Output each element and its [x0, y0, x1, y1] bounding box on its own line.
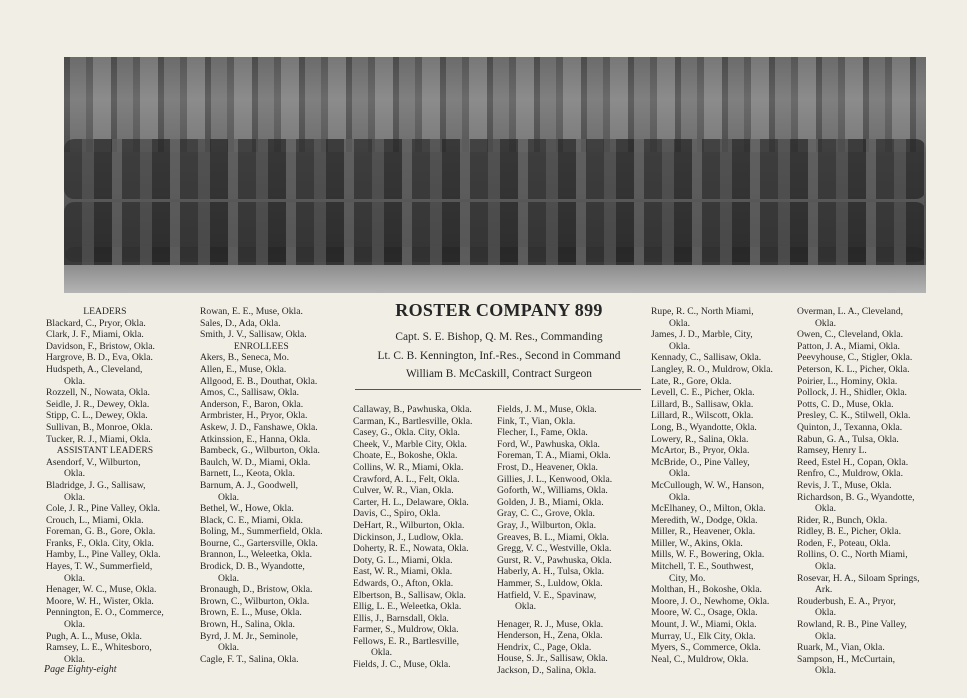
column-enrollees-c: [497, 404, 612, 677]
roster-entry: Stipp, C. L., Dewey, Okla.: [46, 410, 148, 422]
roster-entry: Haberly, A. H., Tulsa, Okla.: [497, 566, 605, 578]
column-enrollees-a: [200, 306, 323, 665]
roster-entry: City, Mo.: [669, 572, 706, 584]
roster-entry: Cole, J. R., Pine Valley, Okla.: [46, 503, 161, 515]
roster-entry: Miller, W., Akins, Okla.: [651, 537, 743, 549]
roster-entry: James, J. D., Marble, City,: [651, 329, 753, 341]
roster-entry: Pollock, J. H., Shidler, Okla.: [797, 387, 907, 399]
roster-entry: Foreman, T. A., Miami, Okla.: [497, 450, 611, 462]
roster-entry: Davis, C., Spiro, Okla.: [353, 508, 441, 520]
roster-entry: Henderson, H., Zena, Okla.: [497, 630, 603, 642]
roster-entry: Casey, G., Okla. City, Okla.: [353, 427, 460, 439]
roster-entry: Okla.: [64, 619, 86, 631]
roster-entry: Baulch, W. D., Miami, Okla.: [200, 456, 311, 468]
roster-entry: Myers, S., Commerce, Okla.: [651, 642, 761, 654]
roster-entry: Okla.: [371, 647, 393, 659]
roster-entry: Mills, W. F., Bowering, Okla.: [651, 549, 765, 561]
roster-entry: Revis, J. T., Muse, Okla.: [797, 479, 892, 491]
roster-entry: Rowland, R. B., Pine Valley,: [797, 619, 907, 631]
roster-entry: Akers, B., Seneca, Mo.: [200, 352, 289, 364]
roster-entry: House, S. Jr., Sallisaw, Okla.: [497, 653, 608, 665]
roster-entry: Okla.: [218, 491, 240, 503]
roster-entry: Bethel, W., Howe, Okla.: [200, 503, 294, 515]
surgeon-line: William B. McCaskill, Contract Surgeon: [406, 368, 592, 381]
enrollees-heading: ENROLLEES: [233, 340, 289, 352]
roster-entry: Brodick, D. B., Wyandotte,: [200, 561, 305, 573]
roster-entry: Lillard, B., Sallisaw, Okla.: [651, 398, 754, 410]
roster-entry: Barnum, A. J., Goodwell,: [200, 479, 299, 491]
roster-entry: Crouch, L., Miami, Okla.: [46, 514, 144, 526]
roster-entry: Sales, D., Ada, Okla.: [200, 317, 281, 329]
roster-entry: Okla.: [815, 503, 837, 515]
roster-entry: Carman, K., Bartlesville, Okla.: [353, 415, 473, 427]
roster-entry: Cheek, V., Marble City, Okla.: [353, 438, 467, 450]
roster-entry: Davidson, F., Bristow, Okla.: [46, 340, 155, 352]
roster-entry: Peevyhouse, C., Stigler, Okla.: [797, 352, 913, 364]
roster-entry: Lillard, R., Wilscott, Okla.: [651, 410, 754, 422]
roster-entry: Rider, R., Bunch, Okla.: [797, 514, 888, 526]
roster-entry: Hamby, L., Pine Valley, Okla.: [46, 549, 161, 561]
photo-trees: [64, 57, 926, 152]
roster-entry: Okla.: [669, 491, 691, 503]
roster-entry: Meredith, W., Dodge, Okla.: [651, 514, 758, 526]
roster-entry: Presley, C. K., Stilwell, Okla.: [797, 410, 911, 422]
roster-entry: Ellis, J., Barnsdall, Okla.: [353, 612, 449, 624]
roster-entry: Smith, J. V., Sallisaw, Okla.: [200, 329, 307, 341]
page-number: Page Eighty-eight: [44, 664, 117, 675]
roster-entry: Fields, J. C., Muse, Okla.: [353, 659, 451, 671]
roster-entry: Anderson, F., Baron, Okla.: [200, 398, 304, 410]
roster-entry: Tucker, R. J., Miami, Okla.: [46, 433, 151, 445]
roster-entry: Farmer, S., Muldrow, Okla.: [353, 624, 459, 636]
roster-entry: Okla.: [218, 572, 240, 584]
column-enrollees-d: [651, 306, 773, 665]
roster-entry: Renfro, C., Muldrow, Okla.: [797, 468, 903, 480]
group-photo: [64, 57, 926, 293]
command-staff: [355, 328, 643, 384]
assistant-leaders-heading: ASSISTANT LEADERS: [56, 445, 154, 457]
commanding-line: Capt. S. E. Bishop, Q. M. Res., Commanding: [395, 331, 603, 343]
roster-entry: Lowery, R., Salina, Okla.: [651, 433, 749, 445]
roster-entry: Kennady, C., Sallisaw, Okla.: [651, 352, 762, 364]
roster-entry: Dickinson, J., Ludlow, Okla.: [353, 531, 464, 543]
roster-entry: Ramsey, L. E., Whitesboro,: [46, 642, 152, 654]
roster-entry: Ark.: [815, 584, 833, 596]
roster-entry: Pennington, E. O., Commerce,: [46, 607, 164, 619]
second-in-command-line: Lt. C. B. Kennington, Inf.-Res., Second in Command: [377, 349, 621, 362]
roster-entry: Frost, D., Heavener, Okla.: [497, 461, 598, 473]
roster-entry: Potts, C. D., Muse, Okla.: [797, 398, 894, 410]
roster-entry: Bourne, C., Gartersville, Okla.: [200, 537, 318, 549]
roster-entry: Okla.: [815, 630, 837, 642]
roster-entry: Cagle, F. T., Salina, Okla.: [200, 653, 299, 665]
roster-entry: Rollins, O. C., North Miami,: [797, 549, 908, 561]
roster-entry: Elbertson, B., Sallisaw, Okla.: [353, 589, 466, 601]
roster-entry: Edwards, O., Afton, Okla.: [353, 577, 454, 589]
title-divider: [355, 389, 641, 390]
photo-ground: [64, 265, 926, 293]
roster-entry: Fellows, E. R., Bartlesville,: [353, 635, 460, 647]
roster-entry: Murray, U., Elk City, Okla.: [651, 630, 756, 642]
roster-entry: Gregg, V. C., Westville, Okla.: [497, 543, 612, 555]
roster-entry: Richardson, B. G., Wyandotte,: [797, 491, 915, 503]
roster-entry: Okla.: [64, 491, 86, 503]
roster-entry: Okla.: [669, 468, 691, 480]
roster-entry: Allgood, E. B., Douthat, Okla.: [200, 375, 318, 387]
roster-entry: Allen, E., Muse, Okla.: [200, 363, 287, 375]
roster-entry: Barnett, L., Keota, Okla.: [200, 468, 295, 480]
roster-entry: Mount, J. W., Miami, Okla.: [651, 619, 757, 631]
roster-entry: Okla.: [515, 601, 537, 613]
roster-entry: Rowan, E. E., Muse, Okla.: [200, 306, 303, 317]
column-enrollees-b: [353, 404, 472, 671]
column-enrollees-e: [797, 306, 919, 677]
roster-entry: Long, B., Wyandotte, Okla.: [651, 421, 757, 433]
roster-entry: Hayes, T. W., Summerfield,: [46, 561, 153, 573]
roster-entry: Foreman, G. B., Gore, Okla.: [46, 526, 156, 538]
roster-entry: Gray, C. C., Grove, Okla.: [497, 508, 595, 520]
roster-entry: Moore, W. C., Osage, Okla.: [651, 607, 758, 619]
roster-entry: Franks, F., Okla. City, Okla.: [46, 537, 154, 549]
roster-entry: Hendrix, C., Page, Okla.: [497, 641, 592, 653]
roster-entry: Ford, W., Pawhuska, Okla.: [497, 438, 600, 450]
roster-entry: East, W. R., Miami, Okla.: [353, 566, 453, 578]
column-leaders: [46, 306, 164, 665]
roster-entry: Carter, H. L., Delaware, Okla.: [353, 496, 469, 508]
roster-entry: Golden, J. B., Miami, Okla.: [497, 496, 604, 508]
roster-entry: Byrd, J. M. Jr., Seminole,: [200, 630, 299, 642]
roster-entry: Culver, W. R., Vian, Okla.: [353, 485, 454, 497]
roster-entry: Brannon, L., Weleetka, Okla.: [200, 549, 313, 561]
roster-entry: Henager, W. C., Muse, Okla.: [46, 584, 157, 596]
roster-entry: Moore, J. O., Newhome, Okla.: [651, 595, 770, 607]
roster-entry: Owen, C., Cleveland, Okla.: [797, 329, 904, 341]
roster-entry: Rozzell, N., Nowata, Okla.: [46, 387, 150, 399]
roster-entry: Okla.: [669, 340, 691, 352]
roster-entry: Hatfield, V. E., Spavinaw,: [497, 589, 597, 601]
roster-entry: Gillies, J. L., Kenwood, Okla.: [497, 473, 613, 485]
roster-entry: Neal, C., Muldrow, Okla.: [651, 653, 749, 665]
roster-entry: Okla.: [218, 642, 240, 654]
roster-entry: Fields, J. M., Muse, Okla.: [497, 404, 597, 415]
roster-entry: Quinton, J., Texanna, Okla.: [797, 421, 903, 433]
roster-entry: McCullough, W. W., Hanson,: [651, 479, 765, 491]
roster-entry: Ruark, M., Vian, Okla.: [797, 642, 885, 654]
roster-entry: Flecher, I., Fame, Okla.: [497, 427, 588, 439]
roster-entry: Pugh, A. L., Muse, Okla.: [46, 630, 142, 642]
roster-entry: Okla.: [669, 317, 691, 329]
roster-entry: Okla.: [815, 607, 837, 619]
roster-entry: Rosevar, H. A., Siloam Springs,: [797, 572, 920, 584]
roster-entry: Gray, J., Wilburton, Okla.: [497, 519, 597, 531]
roster-entry: Moore, W. H., Wister, Okla.: [46, 595, 154, 607]
roster-entry: Callaway, B., Pawhuska, Okla.: [353, 404, 472, 415]
roster-entry: Bronaugh, D., Bristow, Okla.: [200, 584, 313, 596]
roster-entry: Doherty, R. E., Nowata, Okla.: [353, 543, 469, 555]
roster-entry: Roden, F., Poteau, Okla.: [797, 537, 891, 549]
roster-entry: Brown, E. L., Muse, Okla.: [200, 607, 302, 619]
roster-entry: Henager, R. J., Muse, Okla.: [497, 618, 604, 630]
roster-entry: Ridley, B. E., Picher, Okla.: [797, 526, 901, 538]
roster-entry: Okla.: [815, 317, 837, 329]
roster-entry: Hammer, S., Luldow, Okla.: [497, 577, 603, 589]
roster-entry: Miller, R., Heavener, Okla.: [651, 526, 756, 538]
roster-entry: Ellig, L. E., Weleetka, Okla.: [353, 601, 462, 613]
roster-entry: Crawford, A. L., Felt, Okla.: [353, 473, 460, 485]
roster-entry: Boling, M., Summerfield, Okla.: [200, 526, 323, 538]
roster-entry: Blackard, C., Pryor, Okla.: [46, 317, 146, 329]
roster-entry: Peterson, K. L., Picher, Okla.: [797, 363, 910, 375]
roster-entry: Rouderbush, E. A., Pryor,: [797, 595, 896, 607]
roster-entry: Late, R., Gore, Okla.: [651, 375, 732, 387]
roster-title: ROSTER COMPANY 899: [395, 300, 603, 320]
roster-entry: Reed, Estel H., Copan, Okla.: [797, 456, 909, 468]
roster-entry: DeHart, R., Wilburton, Okla.: [353, 519, 465, 531]
roster-entry: Asendorf, V., Wilburton,: [46, 456, 141, 468]
roster-entry: Sampson, H., McCurtain,: [797, 653, 896, 665]
roster-entry: Mitchell, T. E., Southwest,: [651, 561, 754, 573]
leaders-heading: LEADERS: [83, 306, 127, 317]
roster-entry: Fink, T., Vian, Okla.: [497, 415, 576, 427]
roster-entry: Amos, C., Sallisaw, Okla.: [200, 387, 300, 399]
roster-entry: Okla.: [64, 572, 86, 584]
roster-entry: Hudspeth, A., Cleveland,: [46, 363, 143, 375]
roster-entry: McBride, O., Pine Valley,: [651, 456, 750, 468]
roster-entry: Gurst, R. V., Pawhuska, Okla.: [497, 554, 612, 566]
roster-entry: Greaves, B. L., Miami, Okla.: [497, 531, 609, 543]
roster-entry: Okla.: [64, 468, 86, 480]
roster-entry: Sullivan, B., Monroe, Okla.: [46, 421, 153, 433]
roster-entry: Ramsey, Henry L.: [797, 445, 867, 457]
roster-entry: Brown, C., Wilburton, Okla.: [200, 595, 310, 607]
roster-entry: Okla.: [64, 653, 86, 665]
roster-entry: Choate, E., Bokoshe, Okla.: [353, 450, 458, 462]
roster-entry: Seidle, J. R., Dewey, Okla.: [46, 398, 150, 410]
roster-entry: Clark, J. F., Miami, Okla.: [46, 329, 144, 341]
roster-entry: McElhaney, O., Milton, Okla.: [651, 503, 766, 515]
roster-entry: Collins, W. R., Miami, Okla.: [353, 461, 464, 473]
roster-entry: Levell, C. E., Picher, Okla.: [651, 387, 755, 399]
roster-entry: Hargrove, B. D., Eva, Okla.: [46, 352, 153, 364]
roster-entry: Patton, J. A., Miami, Okla.: [797, 340, 900, 352]
roster-entry: McArtor, B., Pryor, Okla.: [651, 445, 750, 457]
roster-entry: Jackson, D., Salina, Okla.: [497, 665, 597, 677]
roster-entry: Rabun, G. A., Tulsa, Okla.: [797, 433, 899, 445]
roster-entry: Okla.: [64, 375, 86, 387]
roster-entry: Atkinssion, E., Hanna, Okla.: [200, 433, 311, 445]
roster-entry: Doty, G. L., Miami, Okla.: [353, 554, 453, 566]
roster-entry: Askew, J. D., Fanshawe, Okla.: [200, 421, 318, 433]
roster-entry: Overman, L. A., Cleveland,: [797, 306, 904, 317]
roster-entry: Goforth, W., Williams, Okla.: [497, 485, 608, 497]
roster-entry: Poirier, L., Hominy, Okla.: [797, 375, 898, 387]
roster-entry: Bladridge, J. G., Sallisaw,: [46, 479, 146, 491]
roster-entry: Brown, H., Salina, Okla.: [200, 619, 295, 631]
roster-entry: Armbrister, H., Pryor, Okla.: [200, 410, 308, 422]
roster-entry: Langley, R. O., Muldrow, Okla.: [651, 363, 773, 375]
roster-entry: Okla.: [815, 561, 837, 573]
roster-entry: Black, C. E., Miami, Okla.: [200, 514, 303, 526]
photo-row-standing: [64, 139, 926, 199]
roster-entry: Molthan, H., Bokoshe, Okla.: [651, 584, 762, 596]
roster-entry: Okla.: [815, 665, 837, 677]
roster-entry: Rupe, R. C., North Miami,: [651, 306, 754, 317]
roster-entry: Bambeck, G., Wilburton, Okla.: [200, 445, 320, 457]
